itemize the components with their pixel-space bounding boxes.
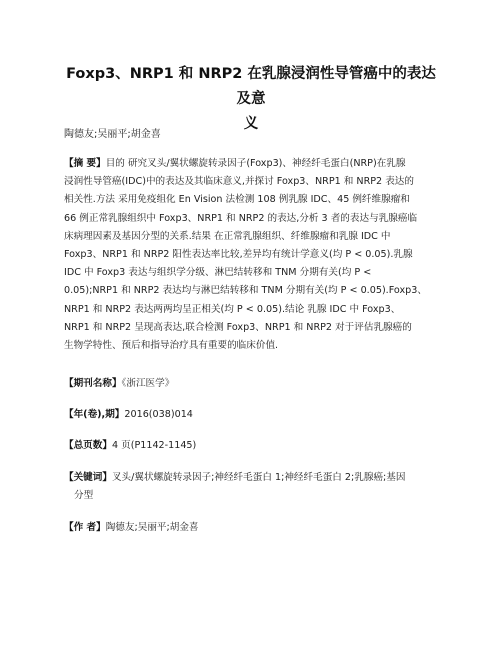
journal-value: 《浙江医学》 [121,378,175,389]
abstract-label: 【摘 要】 [64,158,106,169]
keywords-line-1 [64,469,405,487]
abstract-line-3: 相关性.方法 采用免疫组化 En Vision 法检测 108 例乳腺 IDC、45 例纤维腺瘤和 [64,194,410,206]
title-line-1: Foxp3、NRP1 和 NRP2 在乳腺浸润性导管癌中的表达及意 [66,66,436,107]
author-list: 陶德友;吴丽平;胡金喜 [64,129,161,140]
pages-field [64,437,196,455]
keywords-line-2: 分型 [74,490,94,501]
abstract-line-2: 浸润性导管癌(IDC)中的表达及其临床意义,并探讨 Foxp3、NRP1 和 NRP2 表达的 [64,176,414,188]
abstract-line-10: NRP1 和 NRP2 呈现高表达,联合检测 Foxp3、NRP1 和 NRP2 对于评估乳腺癌的 [64,321,412,333]
journal-field [64,375,174,393]
keywords-field [64,469,405,505]
keywords-label: 【关键词】 [64,472,112,483]
keywords-value: 叉头/翼状螺旋转录因子;神经纤毛蛋白 1;神经纤毛蛋白 2;乳腺癌;基因 [111,472,406,483]
author-field-value: 陶德友;吴丽平;胡金喜 [105,522,199,533]
abstract-line-1 [64,155,444,173]
abstract-section [64,155,444,355]
document-title [60,62,442,137]
abstract-line-5: 床病理因素及基因分型的关系.结果 在正常乳腺组织、纤维腺瘤和乳腺 IDC 中 [64,230,391,242]
abstract-line-7: IDC 中 Foxp3 表达与组织学分级、淋巴结转移和 TNM 分期有关(均 P < [64,267,372,279]
author-field [64,519,199,537]
abstract-line-4: 66 例正常乳腺组织中 Foxp3、NRP1 和 NRP2 的表达,分析 3 者的表达与乳腺癌临 [64,212,418,224]
pages-value: 4 页(P1142-1145) [111,440,197,451]
abstract-line-11: 生物学特性、预后和指导治疗具有重要的临床价值. [64,340,279,352]
journal-label: 【期刊名称】 [64,378,122,389]
abstract-line-8: 0.05);NRP1 和 NRP2 表达均与淋巴结转移和 TNM 分期有关(均 P < 0.05).Foxp3、 [64,285,427,297]
abstract-text: 目的 研究叉头/翼状螺旋转录因子(Foxp3)、神经纤毛蛋白(NRP)在乳腺 [105,158,406,169]
abstract-line-9: NRP1 和 NRP2 表达两两均呈正相关(均 P < 0.05).结论 乳腺 IDC 中 Foxp3、 [64,303,401,315]
abstract-line-6: Foxp3、NRP1 和 NRP2 阳性表达率比较,差异均有统计学意义(均 P < 0.05).乳腺 [64,249,413,261]
year-value: 2016(038)014 [124,409,193,420]
title-line-2: 义 [243,116,259,132]
year-label: 【年(卷),期】 [64,409,125,420]
pages-label: 【总页数】 [64,440,112,451]
year-field [64,406,193,424]
author-field-label: 【作 者】 [64,522,106,533]
